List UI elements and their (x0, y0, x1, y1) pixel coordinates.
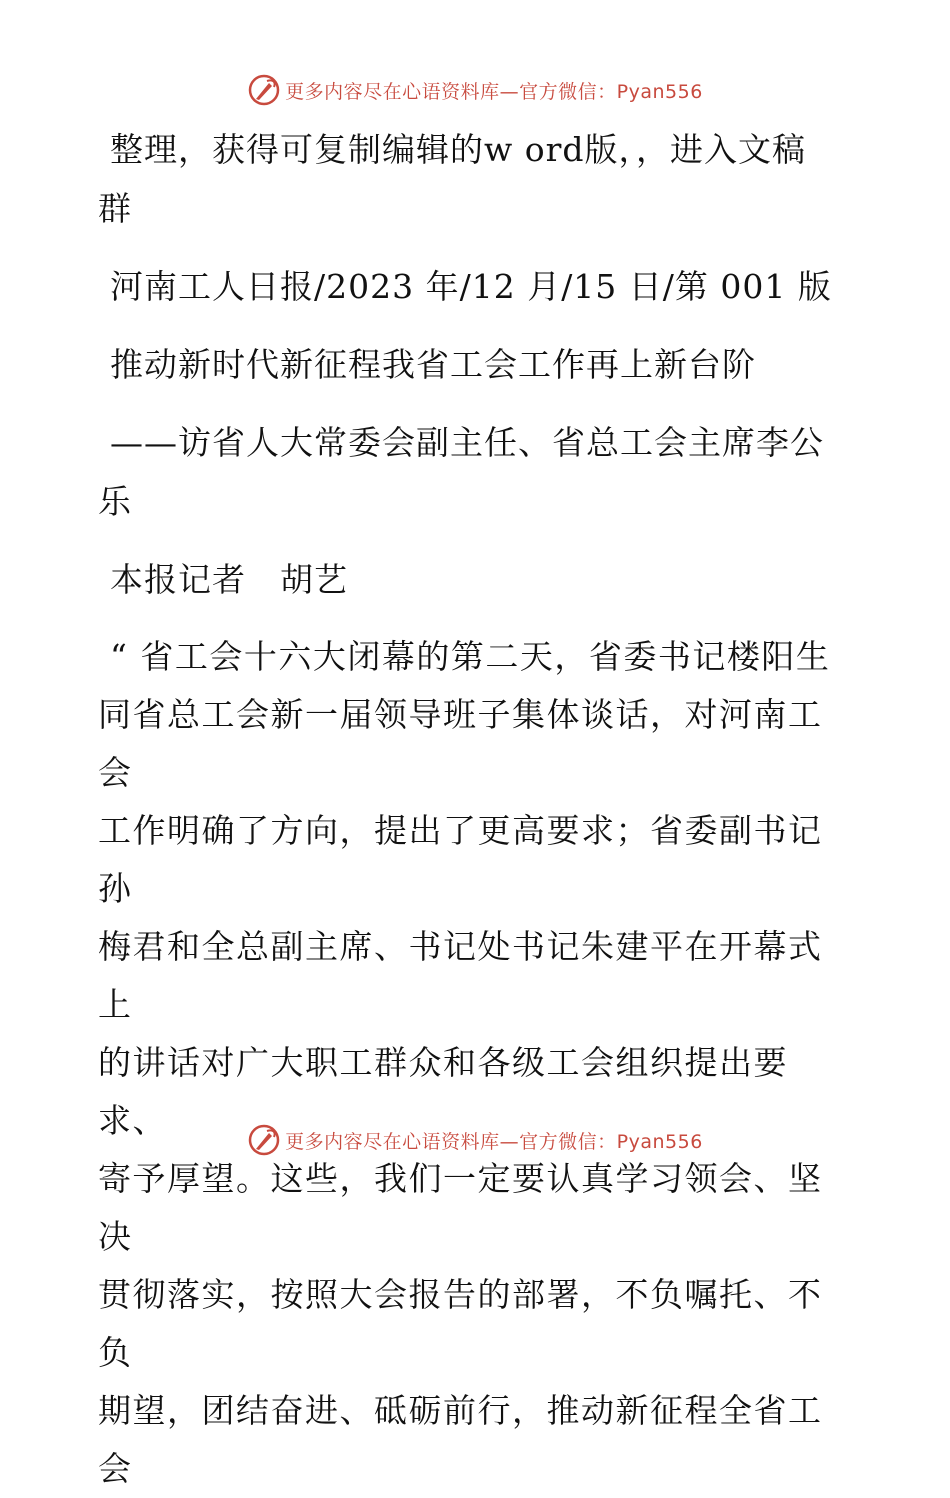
body-line-6: 寄予厚望。这些，我们一定要认真学习领会、坚决 (98, 1159, 823, 1256)
intro-line-1: 整理，获得可复制编辑的w ord版，，进入文稿 (110, 130, 807, 169)
subtitle-line-1: ——访省人大常委会副主任、省总工会主席李公 (110, 423, 824, 462)
byline: 本报记者 胡艺 (110, 560, 348, 599)
body-line-5: 的讲话对广大职工群众和各级工会组织提出要求、 (98, 1043, 788, 1140)
body-line-3: 工作明确了方向，提出了更高要求；省委副书记孙 (98, 811, 823, 908)
header-banner (0, 70, 950, 110)
body-line-8: 期望，团结奋进、砥砺前行，推动新征程全省工会 (98, 1391, 823, 1488)
document-body (98, 120, 853, 1498)
body-line-1: “ 省工会十六大闭幕的第二天，省委书记楼阳生 (110, 637, 831, 676)
headline: 推动新时代新征程我省工会工作再上新台阶 (110, 345, 756, 384)
subtitle-line-2: 乐 (98, 482, 132, 521)
footer-banner (0, 1120, 950, 1160)
quill-pen-logo-icon (247, 1123, 281, 1157)
body-line-7: 贯彻落实，按照大会报告的部署，不负嘱托、不负 (98, 1275, 823, 1372)
footer-banner-inner (247, 1123, 703, 1157)
quill-pen-logo-icon (247, 73, 281, 107)
header-banner-text: 更多内容尽在心语资料库—官方微信：Pyan556 (285, 80, 703, 103)
intro-line-2: 群 (98, 189, 132, 228)
header-banner-inner (247, 73, 703, 107)
footer-banner-text: 更多内容尽在心语资料库—官方微信：Pyan556 (285, 1130, 703, 1153)
body-line-2: 同省总工会新一届领导班子集体谈话，对河南工会 (98, 695, 823, 792)
source-line: 河南工人日报/2023 年/12 月/15 日/第 001 版 (110, 267, 832, 306)
body-line-4: 梅君和全总副主席、书记处书记朱建平在开幕式上 (98, 927, 823, 1024)
